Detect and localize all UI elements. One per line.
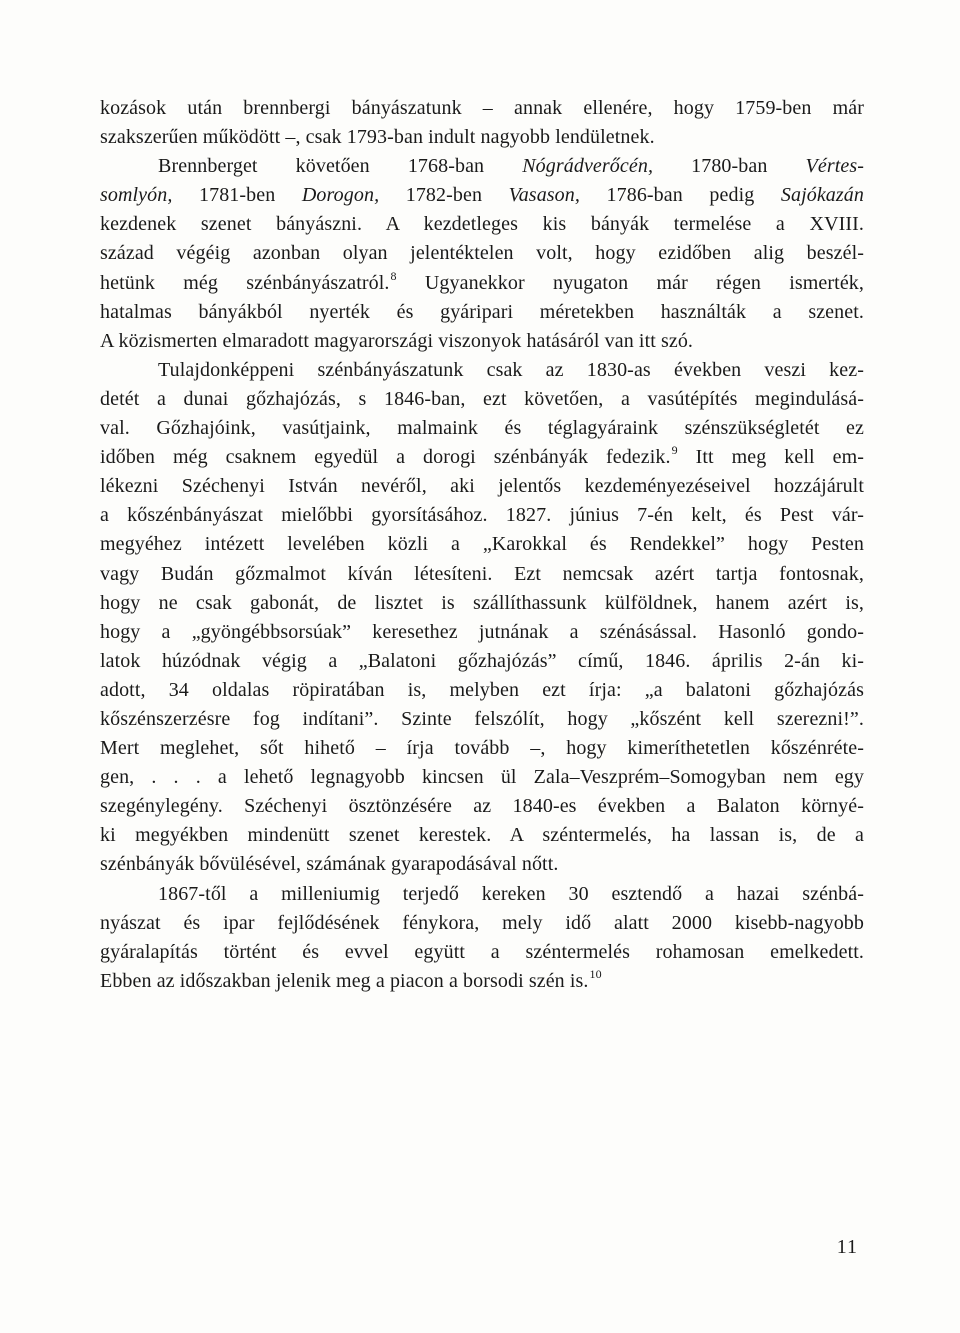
- text-line: [100, 821, 864, 850]
- text-line: [100, 414, 864, 443]
- body-text: [100, 94, 864, 996]
- text-line: [100, 152, 864, 181]
- text-segment: gyáralapítás történt és evvel együtt a széntermelés rohamosan emelkedett.: [100, 940, 864, 963]
- text-line: [100, 327, 864, 356]
- text-segment: hogy a „gyöngébbsorsúak” keresethez jutnának a szénásással. Hasonló gondo-: [100, 620, 864, 643]
- text-line: [100, 938, 864, 967]
- text-segment: szakszerűen működött –, csak 1793-ban indult nagyobb lendületnek.: [100, 126, 655, 149]
- text-line: [100, 792, 864, 821]
- footnote-marker: 8: [390, 268, 397, 283]
- text-segment: 1780-ban: [653, 155, 806, 178]
- place-name-italic: Nógrádverőcén,: [522, 155, 654, 178]
- text-segment: század végéig azonban olyan jelentéktelen volt, hogy ezidőben alig beszél-: [100, 242, 864, 265]
- text-segment: Ugyanekkor nyugaton már régen ismerték,: [396, 271, 864, 294]
- text-segment: detét a dunai gőzhajózás, s 1846-ban, ezt követően, a vasútépítés megindulásá-: [100, 387, 864, 410]
- text-segment: lékezni Széchenyi István nevéről, aki jelentős kezdeményezéseivel hozzájárult: [100, 475, 864, 498]
- text-segment: hatalmas bányákból nyerték és gyáripari méretekben használták a szenet.: [100, 300, 864, 323]
- text-segment: hetünk még szénbányászatról.: [100, 271, 390, 294]
- text-line: [100, 967, 864, 996]
- text-segment: val. Gőzhajóink, vasútjaink, malmaink és téglagyáraink szénszükségletét ez: [100, 417, 864, 440]
- place-name-italic: Vasason,: [508, 184, 580, 207]
- text-segment: szénbányák bővülésével, számának gyarapodásával nőtt.: [100, 853, 559, 876]
- text-line: [100, 676, 864, 705]
- text-segment: latok húzódnak végig a „Balatoni gőzhajózás” című, 1846. április 2-án ki-: [100, 649, 864, 672]
- text-line: [100, 501, 864, 530]
- text-segment: 1786-ban pedig: [579, 184, 781, 207]
- text-line: [100, 94, 864, 123]
- text-segment: A közismerten elmaradott magyarországi viszonyok hatásáról van itt szó.: [100, 329, 694, 352]
- text-segment: gen, . . . a lehető legnagyobb kincsen ül Zala–Veszprém–Somogyban nem egy: [100, 766, 864, 789]
- text-line: [100, 123, 864, 152]
- text-segment: Mert meglehet, sőt hihető – írja tovább –, hogy kimeríthetetlen kőszénréte-: [100, 737, 864, 760]
- text-line: [100, 269, 864, 298]
- text-segment: Tulajdonképpeni szénbányászatunk csak az 1830-as években veszi kez-: [158, 358, 864, 381]
- text-segment: 1782-ben: [379, 184, 509, 207]
- text-segment: kőszénszerzésre fog indítani”. Szinte felszólít, hogy „kőszént kell szerezni!”.: [100, 707, 864, 730]
- text-line: [100, 909, 864, 938]
- text-line: [100, 530, 864, 559]
- text-line: [100, 298, 864, 327]
- text-segment: időben még csaknem egyedül a dorogi szénbányák fedezik.: [100, 446, 671, 469]
- text-segment: szegénylegény. Széchenyi ösztönzésére az 1840-es években a Balaton környé-: [100, 795, 864, 818]
- text-segment: kezdenek szenet bányászni. A kezdetleges kis bányák termelése a XVIII.: [100, 213, 864, 236]
- text-segment: adott, 34 oldalas röpiratában is, melyben ezt írja: „a balatoni gőzhajózás: [100, 678, 864, 701]
- text-segment: 1781-ben: [172, 184, 302, 207]
- footnote-marker: 10: [589, 966, 602, 981]
- place-name-italic: Sajókazán: [780, 184, 864, 207]
- text-line: [100, 443, 864, 472]
- text-line: [100, 472, 864, 501]
- text-line: [100, 181, 864, 210]
- text-line: [100, 560, 864, 589]
- place-name-italic: Vértes-: [805, 155, 864, 178]
- text-line: [100, 705, 864, 734]
- text-segment: Itt meg kell em-: [677, 446, 864, 469]
- text-line: [100, 880, 864, 909]
- text-line: [100, 356, 864, 385]
- text-line: [100, 647, 864, 676]
- text-line: [100, 239, 864, 268]
- place-name-italic: Dorogon,: [301, 184, 380, 207]
- text-segment: nyászat és ipar fejlődésének fénykora, mely idő alatt 2000 kisebb-nagyobb: [100, 911, 864, 934]
- text-segment: vagy Budán gőzmalmot kíván létesíteni. Ezt nemcsak azért tartja fontosnak,: [100, 562, 864, 585]
- text-segment: kozások után brennbergi bányászatunk – annak ellenére, hogy 1759-ben már: [100, 97, 864, 119]
- text-line: [100, 734, 864, 763]
- text-segment: ki megyékben mindenütt szenet kerestek. A széntermelés, ha lassan is, de a: [100, 824, 864, 847]
- text-segment: Brennberget követően 1768-ban: [158, 155, 523, 178]
- text-line: [100, 210, 864, 239]
- text-segment: a kőszénbányászat mielőbbi gyorsításához. 1827. június 7-én kelt, és Pest vár-: [100, 504, 864, 527]
- text-line: [100, 763, 864, 792]
- text-segment: 1867-től a milleniumig terjedő kereken 30 esztendő a hazai szénbá-: [158, 882, 864, 905]
- text-line: [100, 618, 864, 647]
- text-segment: hogy ne csak gabonát, de lisztet is szállíthassunk külföldnek, hanem azért is,: [100, 591, 864, 614]
- text-line: [100, 850, 864, 879]
- page-number: 11: [836, 1236, 858, 1258]
- text-line: [100, 385, 864, 414]
- place-name-italic: somlyón,: [100, 184, 173, 207]
- text-segment: megyéhez intézett levelében közli a „Karokkal és Rendekkel” hogy Pesten: [100, 533, 864, 556]
- text-segment: Ebben az időszakban jelenik meg a piacon a borsodi szén is.: [100, 969, 589, 992]
- text-line: [100, 589, 864, 618]
- footnote-marker: 9: [671, 443, 678, 458]
